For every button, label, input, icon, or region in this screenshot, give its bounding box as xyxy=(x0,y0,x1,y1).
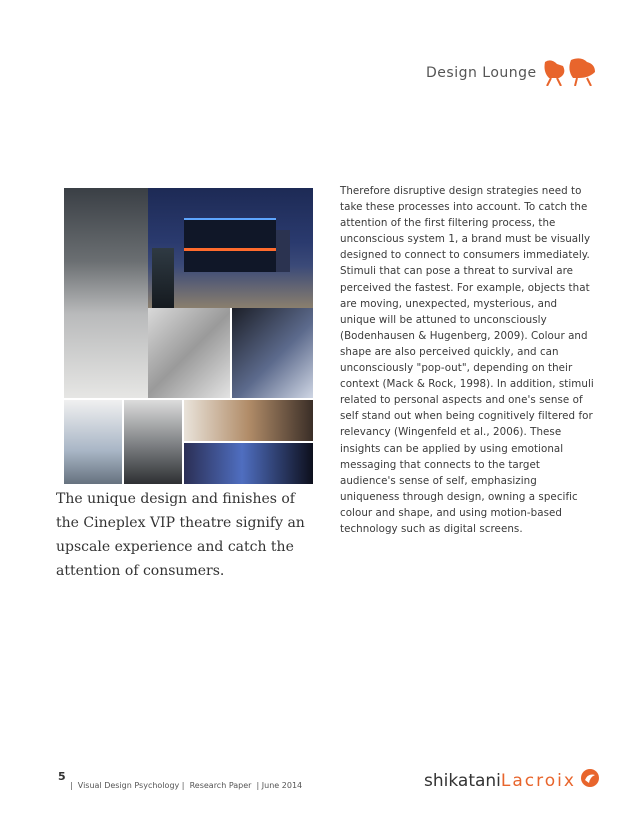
hallway-photo xyxy=(148,308,230,398)
logo-part2: Lacroix xyxy=(500,770,576,791)
bottom-photos-row xyxy=(64,398,313,484)
image-caption: The unique design and finishes of the Cineplex VIP theatre signify an upscale experience and catch the attention of consumers. xyxy=(56,491,305,579)
bar-photos xyxy=(184,400,313,484)
seating-photo xyxy=(124,400,182,484)
theatre-exterior-photo xyxy=(148,188,313,308)
page-number: 5 xyxy=(58,770,66,783)
orange-chairs-icon xyxy=(541,56,599,90)
header-brand xyxy=(426,58,599,88)
photo-collage xyxy=(64,188,313,484)
footer-meta: | Visual Design Psychology | Research Paper | June 2014 xyxy=(70,781,303,790)
interior-photos-row xyxy=(148,308,313,398)
bar-lighting-photo xyxy=(184,443,313,484)
screen-wall-photo xyxy=(232,308,314,398)
footer-logo xyxy=(424,768,600,793)
brand-text: Design Lounge xyxy=(426,65,537,81)
body-paragraph: Therefore disruptive design strategies need to take these processes into account. To catch the attention of the first filtering process, the unconscious system 1, a brand must be visually designed to connect to consumers immediately. Stimuli that can pose a threat to survival are perceived the fastest. For example, objects that are moving, unexpected, mysterious, and unique will be attuned to unconsciously (Bodenhausen & Hugenberg, 2009). Colour and shape are also perceived quickly, and can unconsciously "pop-out", depending on their context (Mack & Rock, 1998). In addition, stimuli related to personal aspects and one's sense of self stand out when being cognitively filtered for relevancy (Wingenfeld et al., 2006). These insights can be applied by using emotional messaging that connects to the target audience's sense of self, emphasizing uniqueness through design, owning a specific colour and shape, and using motion-based technology such as digital screens. xyxy=(340,185,594,535)
lounge-photo xyxy=(64,400,122,484)
lobby-photo xyxy=(64,188,148,398)
concession-photo xyxy=(184,400,313,441)
logo-part1: shikatani xyxy=(424,770,501,791)
swirl-logo-icon xyxy=(580,768,600,793)
